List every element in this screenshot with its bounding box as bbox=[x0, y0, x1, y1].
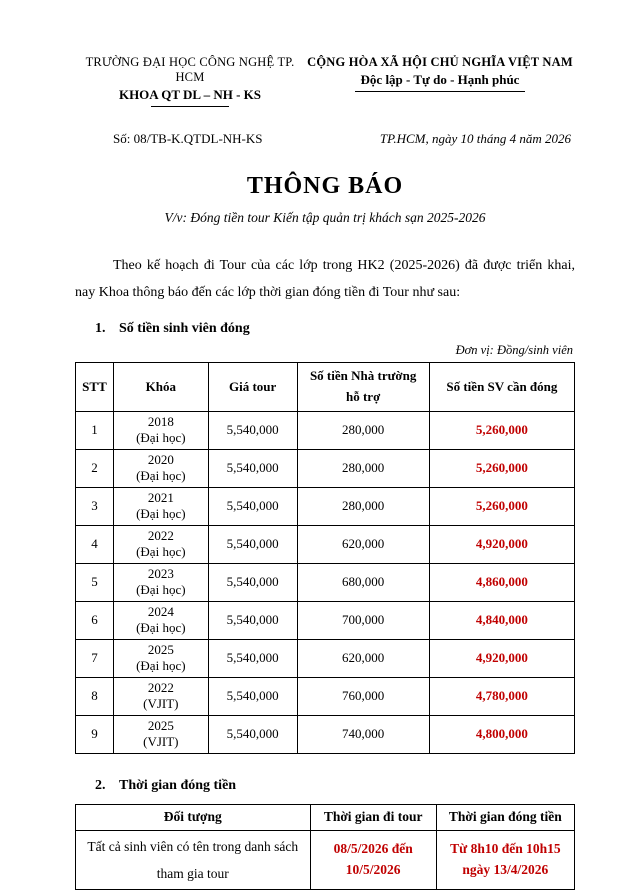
table-row bbox=[76, 677, 575, 715]
cell-sv-dong: 4,920,000 bbox=[429, 639, 574, 677]
table-row bbox=[76, 449, 575, 487]
cell-gia-tour: 5,540,000 bbox=[208, 639, 297, 677]
cell-ho-tro: 280,000 bbox=[297, 487, 429, 525]
cell-ho-tro: 740,000 bbox=[297, 715, 429, 753]
cell-gia-tour: 5,540,000 bbox=[208, 525, 297, 563]
cell-khoa-type: (Đại học) bbox=[136, 468, 186, 484]
col-header-ho-tro-line2: hỗ trợ bbox=[346, 388, 381, 404]
university-name: TRƯỜNG ĐẠI HỌC CÔNG NGHỆ TP. HCM bbox=[85, 55, 295, 84]
section2-heading bbox=[75, 778, 575, 794]
col-header-gia-tour: Giá tour bbox=[208, 362, 297, 411]
cell-ho-tro: 680,000 bbox=[297, 563, 429, 601]
schedule-table-header-row bbox=[76, 804, 575, 830]
cell-dong-tien-line1: Từ 8h10 đến 10h15 bbox=[450, 840, 561, 856]
col-header-sv-dong: Số tiền SV cần đóng bbox=[429, 362, 574, 411]
col-header-ho-tro-line1: Số tiền Nhà trường bbox=[309, 368, 417, 384]
cell-gia-tour: 5,540,000 bbox=[208, 601, 297, 639]
col-header-ho-tro bbox=[297, 362, 429, 411]
cell-doi-tuong-line1: Tất cả sinh viên có tên trong danh sách bbox=[87, 838, 299, 854]
cell-ho-tro: 280,000 bbox=[297, 411, 429, 449]
national-header bbox=[75, 55, 575, 107]
cell-khoa-year: 2022 bbox=[147, 527, 174, 543]
page-title: THÔNG BÁO bbox=[246, 173, 404, 199]
col-header-dong-tien: Thời gian đóng tiền bbox=[436, 804, 574, 830]
cell-khoa bbox=[113, 487, 208, 525]
cell-gia-tour: 5,540,000 bbox=[208, 449, 297, 487]
cell-sv-dong: 4,860,000 bbox=[429, 563, 574, 601]
cell-stt: 2 bbox=[76, 449, 114, 487]
place-and-date: TP.HCM, ngày 10 tháng 4 năm 2026 bbox=[379, 131, 571, 146]
cell-khoa bbox=[113, 525, 208, 563]
cell-khoa bbox=[113, 639, 208, 677]
table-row bbox=[76, 715, 575, 753]
cell-khoa-type: (Đại học) bbox=[136, 582, 186, 598]
cell-stt: 6 bbox=[76, 601, 114, 639]
cell-sv-dong: 4,800,000 bbox=[429, 715, 574, 753]
page-subtitle: V/v: Đóng tiền tour Kiến tập quản trị khách sạn 2025-2026 bbox=[164, 210, 486, 225]
cell-gia-tour: 5,540,000 bbox=[208, 563, 297, 601]
cell-khoa bbox=[113, 677, 208, 715]
table-row bbox=[76, 601, 575, 639]
cell-sv-dong: 5,260,000 bbox=[429, 411, 574, 449]
section2-number: 2. bbox=[95, 777, 106, 793]
cell-ho-tro: 760,000 bbox=[297, 677, 429, 715]
cell-dong-tien-line2: ngày 13/4/2026 bbox=[462, 861, 549, 877]
cell-khoa bbox=[113, 563, 208, 601]
table-row bbox=[76, 563, 575, 601]
cell-gia-tour: 5,540,000 bbox=[208, 677, 297, 715]
payment-table-header-row bbox=[76, 362, 575, 411]
reference-row bbox=[75, 131, 575, 147]
issuing-org-block bbox=[75, 55, 305, 107]
cell-stt: 4 bbox=[76, 525, 114, 563]
cell-sv-dong: 5,260,000 bbox=[429, 487, 574, 525]
col-header-doi-tuong: Đối tượng bbox=[76, 804, 311, 830]
cell-khoa bbox=[113, 601, 208, 639]
cell-sv-dong: 4,840,000 bbox=[429, 601, 574, 639]
cell-gia-tour: 5,540,000 bbox=[208, 487, 297, 525]
table-row bbox=[76, 411, 575, 449]
cell-khoa-type: (VJIT) bbox=[143, 734, 179, 750]
cell-ho-tro: 700,000 bbox=[297, 601, 429, 639]
section2-label: Thời gian đóng tiền bbox=[119, 777, 237, 793]
cell-doi-tuong bbox=[76, 830, 311, 889]
cell-di-tour-line1: 08/5/2026 đến bbox=[333, 840, 413, 856]
cell-sv-dong: 4,920,000 bbox=[429, 525, 574, 563]
cell-sv-dong: 5,260,000 bbox=[429, 449, 574, 487]
cell-khoa-year: 2024 bbox=[147, 603, 174, 619]
faculty-name: KHOA QT DL – NH - KS bbox=[118, 87, 262, 102]
cell-di-tour bbox=[310, 830, 436, 889]
cell-khoa-type: (Đại học) bbox=[136, 620, 186, 636]
cell-stt: 3 bbox=[76, 487, 114, 525]
cell-khoa bbox=[113, 411, 208, 449]
section1-number: 1. bbox=[95, 320, 106, 336]
cell-khoa-type: (Đại học) bbox=[136, 658, 186, 674]
cell-stt: 1 bbox=[76, 411, 114, 449]
cell-khoa-year: 2025 bbox=[147, 717, 174, 733]
cell-doi-tuong-line2: tham gia tour bbox=[156, 865, 229, 881]
cell-ho-tro: 620,000 bbox=[297, 525, 429, 563]
cell-khoa bbox=[113, 715, 208, 753]
intro-paragraph: Theo kế hoạch đi Tour của các lớp trong HK2 (2025-2026) đã được triển khai, nay Khoa thông báo đến các lớp thời gian đóng tiền đi Tour như sau: bbox=[75, 258, 575, 301]
cell-khoa-type: (Đại học) bbox=[136, 506, 186, 522]
cell-khoa-year: 2022 bbox=[147, 679, 174, 695]
cell-ho-tro: 280,000 bbox=[297, 449, 429, 487]
cell-khoa-year: 2023 bbox=[147, 565, 174, 581]
col-header-di-tour: Thời gian đi tour bbox=[310, 804, 436, 830]
cell-stt: 9 bbox=[76, 715, 114, 753]
cell-khoa-type: (Đại học) bbox=[136, 544, 186, 560]
cell-khoa-year: 2025 bbox=[147, 641, 174, 657]
cell-di-tour-line2: 10/5/2026 bbox=[345, 861, 401, 877]
national-motto: Độc lập - Tự do - Hạnh phúc bbox=[360, 72, 520, 87]
cell-khoa-type: (VJIT) bbox=[143, 696, 179, 712]
cell-dong-tien bbox=[436, 830, 574, 889]
cell-khoa bbox=[113, 449, 208, 487]
country-name: CỘNG HÒA XÃ HỘI CHỦ NGHĨA VIỆT NAM bbox=[307, 55, 573, 69]
section1-label: Số tiền sinh viên đóng bbox=[119, 320, 250, 336]
payment-table bbox=[75, 362, 575, 754]
cell-khoa-type: (Đại học) bbox=[136, 430, 186, 446]
schedule-table bbox=[75, 804, 575, 890]
faculty-underline bbox=[151, 105, 229, 107]
cell-stt: 5 bbox=[76, 563, 114, 601]
cell-khoa-year: 2018 bbox=[147, 413, 174, 429]
table-row bbox=[76, 487, 575, 525]
cell-stt: 8 bbox=[76, 677, 114, 715]
table-row bbox=[76, 639, 575, 677]
cell-khoa-year: 2020 bbox=[147, 451, 174, 467]
col-header-khoa: Khóa bbox=[113, 362, 208, 411]
unit-note: Đơn vị: Đồng/sinh viên bbox=[455, 342, 573, 357]
table-row bbox=[76, 525, 575, 563]
cell-stt: 7 bbox=[76, 639, 114, 677]
cell-sv-dong: 4,780,000 bbox=[429, 677, 574, 715]
cell-gia-tour: 5,540,000 bbox=[208, 715, 297, 753]
cell-khoa-year: 2021 bbox=[147, 489, 174, 505]
motto-underline bbox=[355, 90, 525, 92]
document-number: Số: 08/TB-K.QTDL-NH-KS bbox=[113, 131, 263, 146]
col-header-stt: STT bbox=[76, 362, 114, 411]
national-motto-block bbox=[305, 55, 575, 107]
cell-gia-tour: 5,540,000 bbox=[208, 411, 297, 449]
schedule-table-row bbox=[76, 830, 575, 889]
section1-heading bbox=[75, 321, 575, 337]
cell-ho-tro: 620,000 bbox=[297, 639, 429, 677]
